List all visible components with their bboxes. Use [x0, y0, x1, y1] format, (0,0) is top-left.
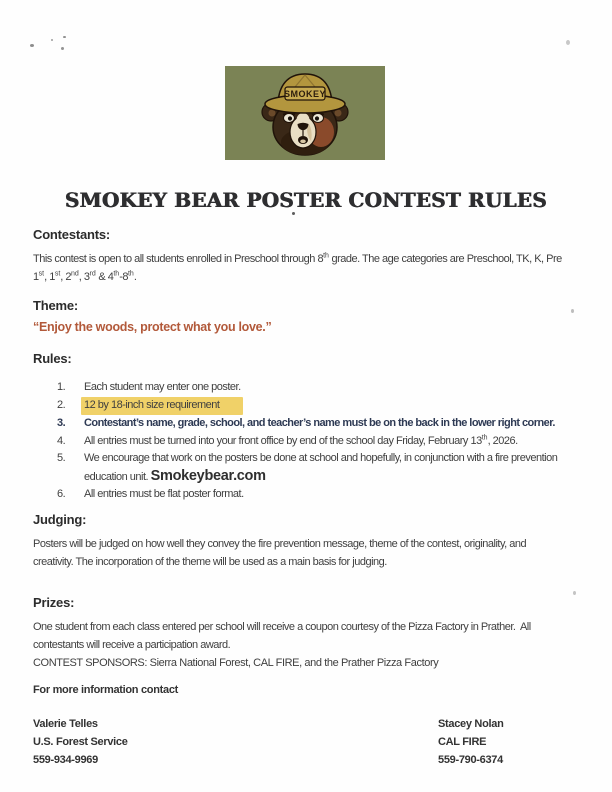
smokey-hat-label: SMOKEY [283, 89, 327, 99]
scan-speck [573, 591, 576, 595]
rule-number: 3. [57, 417, 66, 429]
scan-speck [292, 212, 295, 215]
rule-number: 5. [57, 452, 66, 464]
rule-number: 2. [57, 398, 66, 411]
rules-list [57, 379, 602, 504]
smokey-bear-illustration [225, 66, 385, 160]
judging-body: Posters will be judged on how well they convey the fire prevention message, theme of the contest, originality, and creativity. The incorporation of the theme will be used as a main basis for judging. [33, 538, 527, 568]
rule-item [57, 486, 602, 504]
contact-name: Valerie Telles [33, 718, 98, 730]
contact-name: Stacey Nolan [438, 718, 504, 730]
contact-phone: 559-934-9969 [33, 754, 98, 766]
rule-number: 1. [57, 381, 66, 393]
scan-speck [571, 309, 574, 313]
rule-text: We encourage that work on the posters be done at school and hopefully, in conjunction with a fire prevention education unit. Smokeybear.com [84, 452, 558, 484]
contact-block [33, 715, 128, 769]
section-heading-prizes: Prizes: [33, 595, 75, 610]
rule-item-emphasized [57, 415, 602, 433]
rule-text: Contestant’s name, grade, school, and teacher’s name must be on the back in the lower right corner. [84, 417, 555, 429]
rule-number: 6. [57, 488, 66, 500]
scan-speck [30, 44, 34, 47]
scan-speck [61, 47, 64, 50]
contestants-body: This contest is open to all students enrolled in Preschool through 8th grade. The age categories are Preschool, TK, K, Pre 1st, 1st, 2nd, 3rd & 4th-8th. [33, 252, 562, 283]
smokey-bear-image [225, 66, 385, 160]
contact-block [438, 715, 503, 769]
rule-item [57, 433, 602, 451]
section-heading-contestants: Contestants: [33, 227, 111, 242]
rule-text: All entries must be turned into your front office by end of the school day Friday, February 13th, 2026. [84, 433, 518, 447]
contact-phone: 559-790-6374 [438, 754, 503, 766]
scan-speck [63, 36, 66, 38]
scan-speck [51, 39, 53, 41]
rule-text: Each student may enter one poster. [84, 381, 241, 393]
rule-item [57, 379, 602, 397]
page-title: SMOKEY BEAR POSTER CONTEST RULES [65, 188, 547, 212]
section-heading-theme: Theme: [33, 298, 79, 313]
section-heading-rules: Rules: [33, 351, 72, 366]
sponsors-line: CONTEST SPONSORS: Sierra National Forest, CAL FIRE, and the Prather Pizza Factory [33, 657, 439, 669]
rule-text: 12 by 18-inch size requirement [81, 397, 243, 416]
prizes-body: One student from each class entered per school will receive a coupon courtesy of the Pizza Factory in Prather. All contestants will receive a participation award. [33, 621, 531, 651]
rule-item-highlighted [57, 397, 602, 416]
more-info-label: For more information contact [33, 684, 178, 696]
rule-number: 4. [57, 434, 66, 447]
rule-item [57, 450, 602, 486]
contact-org: CAL FIRE [438, 736, 487, 748]
rule-text: All entries must be flat poster format. [84, 488, 244, 500]
scan-speck [566, 40, 570, 45]
theme-quote: “Enjoy the woods, protect what you love.” [33, 320, 272, 334]
section-heading-judging: Judging: [33, 512, 87, 527]
contact-org: U.S. Forest Service [33, 736, 128, 748]
